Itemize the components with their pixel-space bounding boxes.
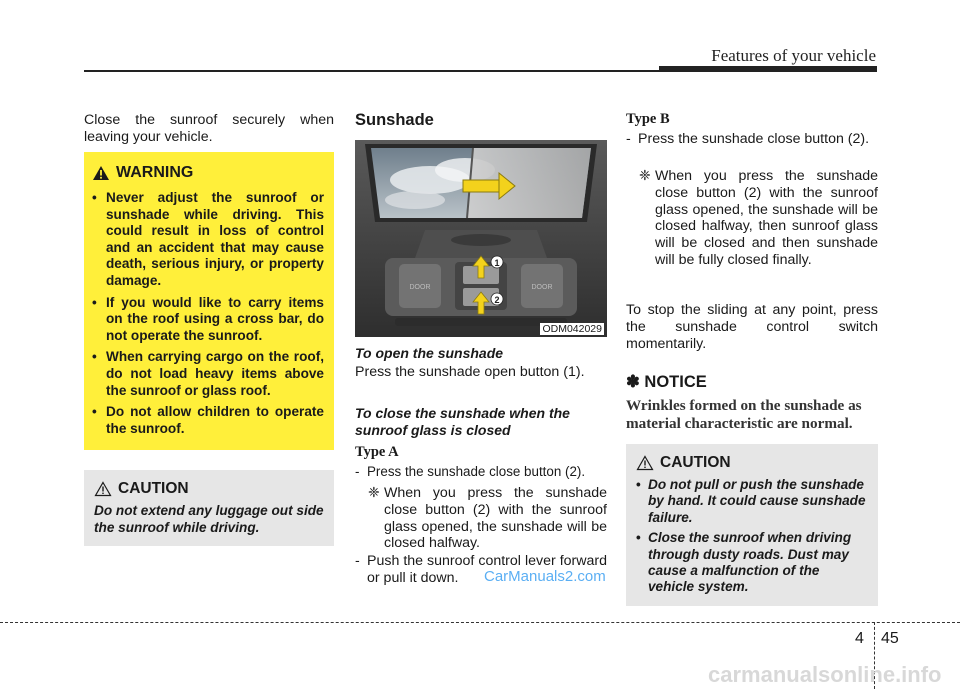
type-b-step-1: - Press the sunshade close button (2). (626, 131, 878, 148)
sunroof-illustration (355, 140, 607, 337)
warning-item: • Never adjust the sunroof or sunshade while driving. This could result in loss of control and an accident that may cause death, serious injury, or property damage. (92, 190, 324, 290)
callout-1: 1 (494, 258, 500, 268)
caution-title: CAUTION (660, 454, 731, 471)
watermark-site-2[interactable]: carmanualsonline.info (708, 662, 942, 687)
door-button-label-right: DOOR (531, 284, 553, 291)
type-b-note-text: When you press the sunshade close button (2) with the sunroof glass opened, the sunshade will be closed halfway, then sunroof glass will be closed and then sunshade will be fully closed finally. (655, 168, 878, 268)
caution-title: CAUTION (118, 480, 189, 497)
open-subhead: To open the sunshade (355, 345, 504, 361)
caution-box-left (84, 470, 334, 546)
notice-marker-icon: ✽ (626, 373, 640, 391)
sunshade-heading: Sunshade (355, 111, 434, 129)
callout-2: 2 (494, 295, 500, 305)
caution-triangle-icon (636, 455, 654, 471)
warning-item: • When carrying cargo on the roof, do not load heavy items above the sunroof or glass roof. (92, 349, 324, 399)
note-marker: ❈ (368, 485, 380, 501)
header-rule (84, 70, 659, 72)
type-b-label: Type B (626, 111, 670, 127)
page-number: 45 (881, 630, 899, 647)
intro-text: Close the sunroof securely when leaving your vehicle. (84, 112, 334, 145)
sunshade-figure (355, 140, 607, 337)
door-button-label-left: DOOR (409, 284, 431, 291)
caution-title-row (94, 480, 324, 498)
caution-triangle-icon (94, 481, 112, 497)
close-subhead: To close the sunshade when the sunroof glass is closed (355, 405, 570, 438)
warning-item: • Do not allow children to operate the sunroof. (92, 404, 324, 437)
stop-text: To stop the sliding at any point, press the sunshade control switch momentarily. (626, 302, 878, 352)
type-b-note (639, 168, 878, 269)
watermark-site-1: CarManuals2.com (484, 568, 606, 585)
notice-title: NOTICE (644, 373, 707, 391)
caution-list (636, 477, 868, 596)
type-a-note (368, 485, 607, 552)
caution-item: • Close the sunroof when driving through dusty roads. Dust may cause a malfunction of the vehicle system. (636, 530, 868, 596)
caution-box-right (626, 444, 878, 606)
header-rule-thick (659, 66, 877, 72)
warning-title-row (92, 164, 324, 182)
warning-triangle-icon (92, 165, 110, 181)
warning-title: WARNING (116, 164, 194, 181)
caution-text: Do not extend any luggage out side the sunroof while driving. (94, 503, 324, 535)
type-a-note-text: When you press the sunshade close button (2) with the sunroof glass opened, the sunshade will be closed halfway. (384, 485, 607, 552)
chapter-number: 4 (855, 630, 864, 647)
section-title: Features of your vehicle (711, 46, 876, 65)
note-marker: ❈ (639, 168, 651, 184)
type-a-step-2: - Push the sunroof control lever forward or pull it down. (355, 553, 607, 587)
notice-heading (626, 372, 707, 392)
figure-code: ODM042029 (542, 323, 602, 335)
caution-item: • Do not pull or push the sunshade by hand. It could cause sunshade failure. (636, 477, 868, 526)
open-text: Press the sunshade open button (1). (355, 364, 585, 380)
type-a-step-1: - Press the sunshade close button (2). (355, 464, 607, 481)
warning-item: • If you would like to carry items on the roof using a cross bar, do not operate the sunroof. (92, 295, 324, 345)
type-a-label: Type A (355, 444, 399, 460)
warning-list (92, 190, 324, 437)
caution-title-row (636, 454, 868, 472)
notice-text: Wrinkles formed on the sunshade as material characteristic are normal. (626, 397, 862, 432)
footer-rule (0, 622, 960, 623)
warning-box (84, 152, 334, 450)
